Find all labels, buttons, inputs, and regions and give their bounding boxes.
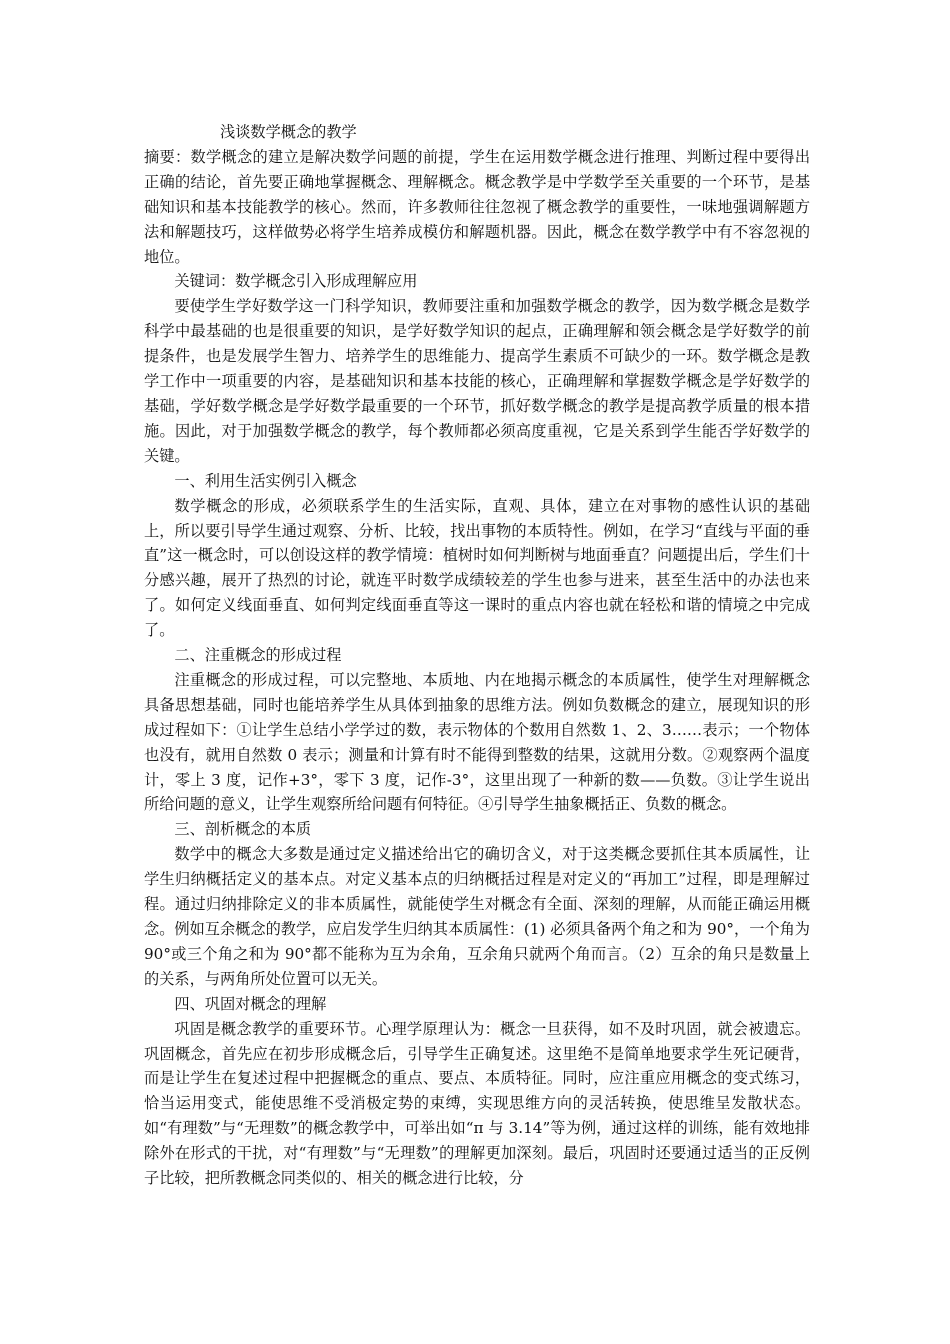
- section-heading-2: 二、注重概念的形成过程: [174, 646, 342, 665]
- section-body-2: 注重概念的形成过程，可以完整地、本质地、内在地揭示概念的本质属性，使学生对理解概念具备思想基础，同时也能培养学生从具体到抽象的思维方法。例如负数概念的建立，展现知识的形成过程如下：①让学生总结小学学过的数，表示物体的个数用自然数 1、2、3……表示；一个物体也没有，就用自然数 0 表示；测量和计算有时不能得到整数的结果，这就用分数。②观察两个温度计，零上 3 度，记作+3°，零下 3 度，记作-3°，这里出现了一种新的数——负数。③让学生说出所给问题的意义，让学生观察所给问题有何特征。④引导学生抽象概括正、负数的概念。: [144, 670, 810, 814]
- section-body-4: 巩固是概念教学的重要环节。心理学原理认为：概念一旦获得，如不及时巩固，就会被遗忘。巩固概念，首先应在初步形成概念后，引导学生正确复述。这里绝不是简单地要求学生死记硬背，而是让学生在复述过程中把握概念的重点、要点、本质特征。同时，应注重应用概念的变式练习，恰当运用变式，能使思维不受消极定势的束缚，实现思维方向的灵活转换，使思维呈发散状态。如“有理数”与“无理数”的概念教学中，可举出如“π 与 3.14”等为例，通过这样的训练，能有效地排除外在形式的干扰，对“有理数”与“无理数”的理解更加深刻。最后，巩固时还要通过适当的正反例子比较，把所教概念同类似的、相关的概念进行比较，分: [144, 1019, 810, 1188]
- section-heading-1: 一、利用生活实例引入概念: [174, 471, 357, 490]
- section-body-1: 数学概念的形成，必须联系学生的生活实际，直观、具体，建立在对事物的感性认识的基础上，所以要引导学生通过观察、分析、比较，找出事物的本质特性。例如，在学习“直线与平面的垂直”这一概念时，可以创设这样的教学情境：植树时如何判断树与地面垂直？问题提出后，学生们十分感兴趣，展开了热烈的讨论，就连平时数学成绩较差的学生也参与进来，甚至生活中的办法也来了。如何定义线面垂直、如何判定线面垂直等这一课时的重点内容也就在轻松和谐的情境之中完成了。: [144, 496, 810, 640]
- section-body-3: 数学中的概念大多数是通过定义描述给出它的确切含义，对于这类概念要抓住其本质属性，让学生归纳概括定义的基本点。对定义基本点的归纳概括过程是对定义的“再加工”过程，即是理解过程。通过归纳排除定义的非本质属性，就能使学生对概念有全面、深刻的理解，从而能正确运用概念。例如互余概念的教学，应启发学生归纳其本质属性：(1) 必须具备两个角之和为 90°，一个角为 90°或三个角之和为 90°都不能称为互为余角，互余角只就两个角而言。（2）互余的角只是数量上的关系，与两角所处位置可以无关。: [144, 845, 810, 988]
- intro-paragraph: 要使学生学好数学这一门科学知识，教师要注重和加强数学概念的教学，因为数学概念是数学科学中最基础的也是很重要的知识，是学好数学知识的起点，正确理解和领会概念是学好数学的前提条件，也是发展学生智力、培养学生的思维能力、提高学生素质不可缺少的一环。数学概念是教学工作中一项重要的内容，是基础知识和基本技能的核心，正确理解和掌握数学概念是学好数学的基础，学好数学概念是学好数学最重要的一个环节，抓好数学概念的教学是提高教学质量的根本措施。因此，对于加强数学概念的教学，每个教师都必须高度重视，它是关系到学生能否学好数学的关键。: [144, 297, 810, 465]
- keywords-line: 关键词：数学概念引入形成理解应用: [174, 272, 418, 291]
- section-heading-3: 三、剖析概念的本质: [174, 820, 312, 839]
- document-page: [144, 120, 810, 1191]
- abstract-paragraph: 摘要：数学概念的建立是解决数学问题的前提，学生在运用数学概念进行推理、判断过程中要得出正确的结论，首先要正确地掌握概念、理解概念。概念教学是中学数学至关重要的一个环节，是基础知识和基本技能教学的核心。然而，许多教师往往忽视了概念教学的重要性，一味地强调解题方法和解题技巧，这样做势必将学生培养成模仿和解题机器。因此，概念在数学教学中有不容忽视的地位。: [144, 147, 810, 266]
- document-title: 浅谈数学概念的教学: [220, 123, 357, 141]
- section-heading-4: 四、巩固对概念的理解: [174, 994, 327, 1013]
